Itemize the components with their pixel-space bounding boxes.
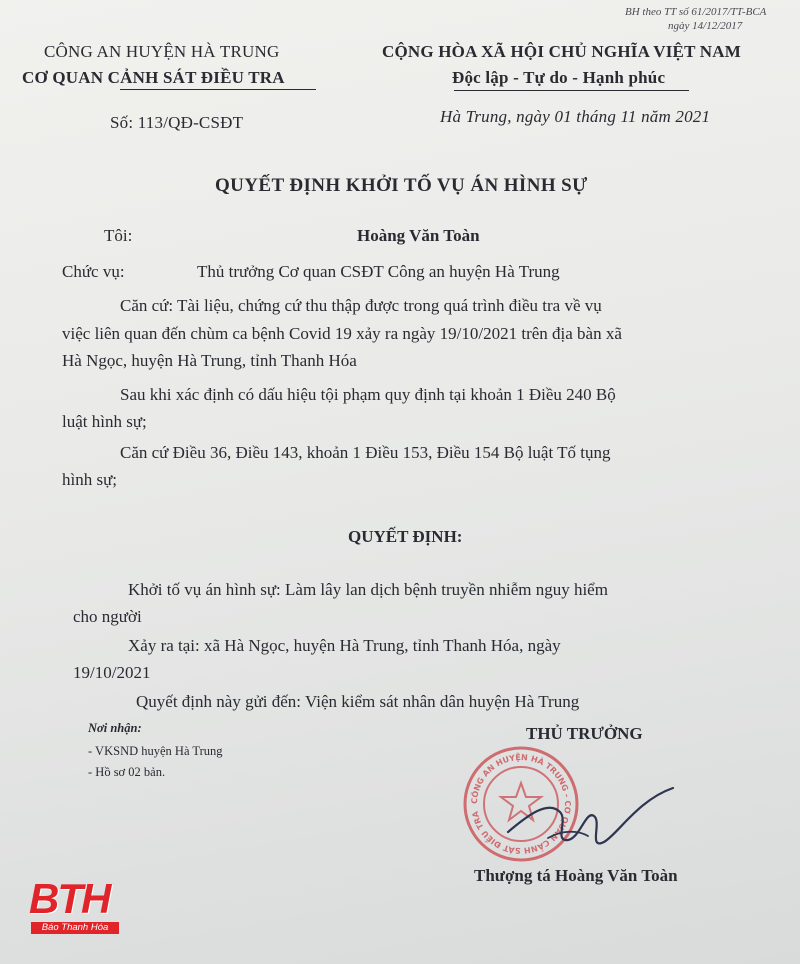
recipient-item: - VKSND huyện Hà Trung <box>88 744 223 758</box>
recipients-label: Nơi nhận: <box>88 721 142 735</box>
stamp-text: CÔNG AN HUYỆN HÀ TRUNG - CƠ QUAN CẢNH SÁT ĐIỀU TRA <box>469 752 573 856</box>
department-underline <box>120 89 316 90</box>
ground-1-line-1: Căn cứ: Tài liệu, chứng cứ thu thập được trong quá trình điều tra về vụ <box>120 296 602 315</box>
toi-label: Tôi: <box>104 226 133 245</box>
issuer-name: Hoàng Văn Toàn <box>357 226 480 245</box>
bth-logo <box>29 876 119 936</box>
handwritten-signature <box>488 770 678 860</box>
ground-3-line-2: hình sự; <box>62 470 118 489</box>
decision-2-line-2: 19/10/2021 <box>73 663 151 682</box>
decision-2-line-1: Xảy ra tại: xã Hà Ngọc, huyện Hà Trung, tỉnh Thanh Hóa, ngày <box>128 636 561 655</box>
bth-logo-subtitle: Báo Thanh Hóa <box>31 922 119 934</box>
national-motto: Độc lập - Tự do - Hạnh phúc <box>452 68 666 87</box>
agency-name: CÔNG AN HUYỆN HÀ TRUNG <box>44 42 280 61</box>
ground-3-line-1: Căn cứ Điều 36, Điều 143, khoản 1 Điều 153, Điều 154 Bộ luật Tố tụng <box>120 443 611 462</box>
motto-underline <box>454 90 689 91</box>
issuer-position: Thủ trưởng Cơ quan CSĐT Công an huyện Hà Trung <box>197 262 560 281</box>
form-reference-line2: ngày 14/12/2017 <box>668 20 743 32</box>
decision-1-line-1: Khởi tố vụ án hình sự: Làm lây lan dịch bệnh truyền nhiễm nguy hiểm <box>128 580 608 599</box>
decision-3-line-1: Quyết định này gửi đến: Viện kiểm sát nhân dân huyện Hà Trung <box>136 692 580 711</box>
ground-2-line-1: Sau khi xác định có dấu hiệu tội phạm quy định tại khoản 1 Điều 240 Bộ <box>120 385 616 404</box>
position-label: Chức vụ: <box>62 262 125 281</box>
document-number: Số: 113/QĐ-CSĐT <box>110 113 244 132</box>
decision-heading: QUYẾT ĐỊNH: <box>348 527 463 546</box>
signer-role: THỦ TRƯỞNG <box>526 724 643 743</box>
ground-1-line-2: việc liên quan đến chùm ca bệnh Covid 19 xảy ra ngày 19/10/2021 trên địa bàn xã <box>62 324 622 343</box>
department-name: CƠ QUAN CẢNH SÁT ĐIỀU TRA <box>22 68 285 87</box>
nation-name: CỘNG HÒA XÃ HỘI CHỦ NGHĨA VIỆT NAM <box>382 42 741 61</box>
place-and-date: Hà Trung, ngày 01 tháng 11 năm 2021 <box>440 107 711 126</box>
form-reference-line1: BH theo TT số 61/2017/TT-BCA <box>625 6 767 18</box>
recipient-item: - Hồ sơ 02 bản. <box>88 765 166 779</box>
signer-name: Thượng tá Hoàng Văn Toàn <box>474 866 678 885</box>
decision-1-line-2: cho người <box>73 607 142 626</box>
bth-logo-text: BTH <box>29 875 110 922</box>
ground-1-line-3: Hà Ngọc, huyện Hà Trung, tỉnh Thanh Hóa <box>62 351 357 370</box>
ground-2-line-2: luật hình sự; <box>62 412 147 431</box>
document-title: QUYẾT ĐỊNH KHỞI TỐ VỤ ÁN HÌNH SỰ <box>215 175 588 196</box>
